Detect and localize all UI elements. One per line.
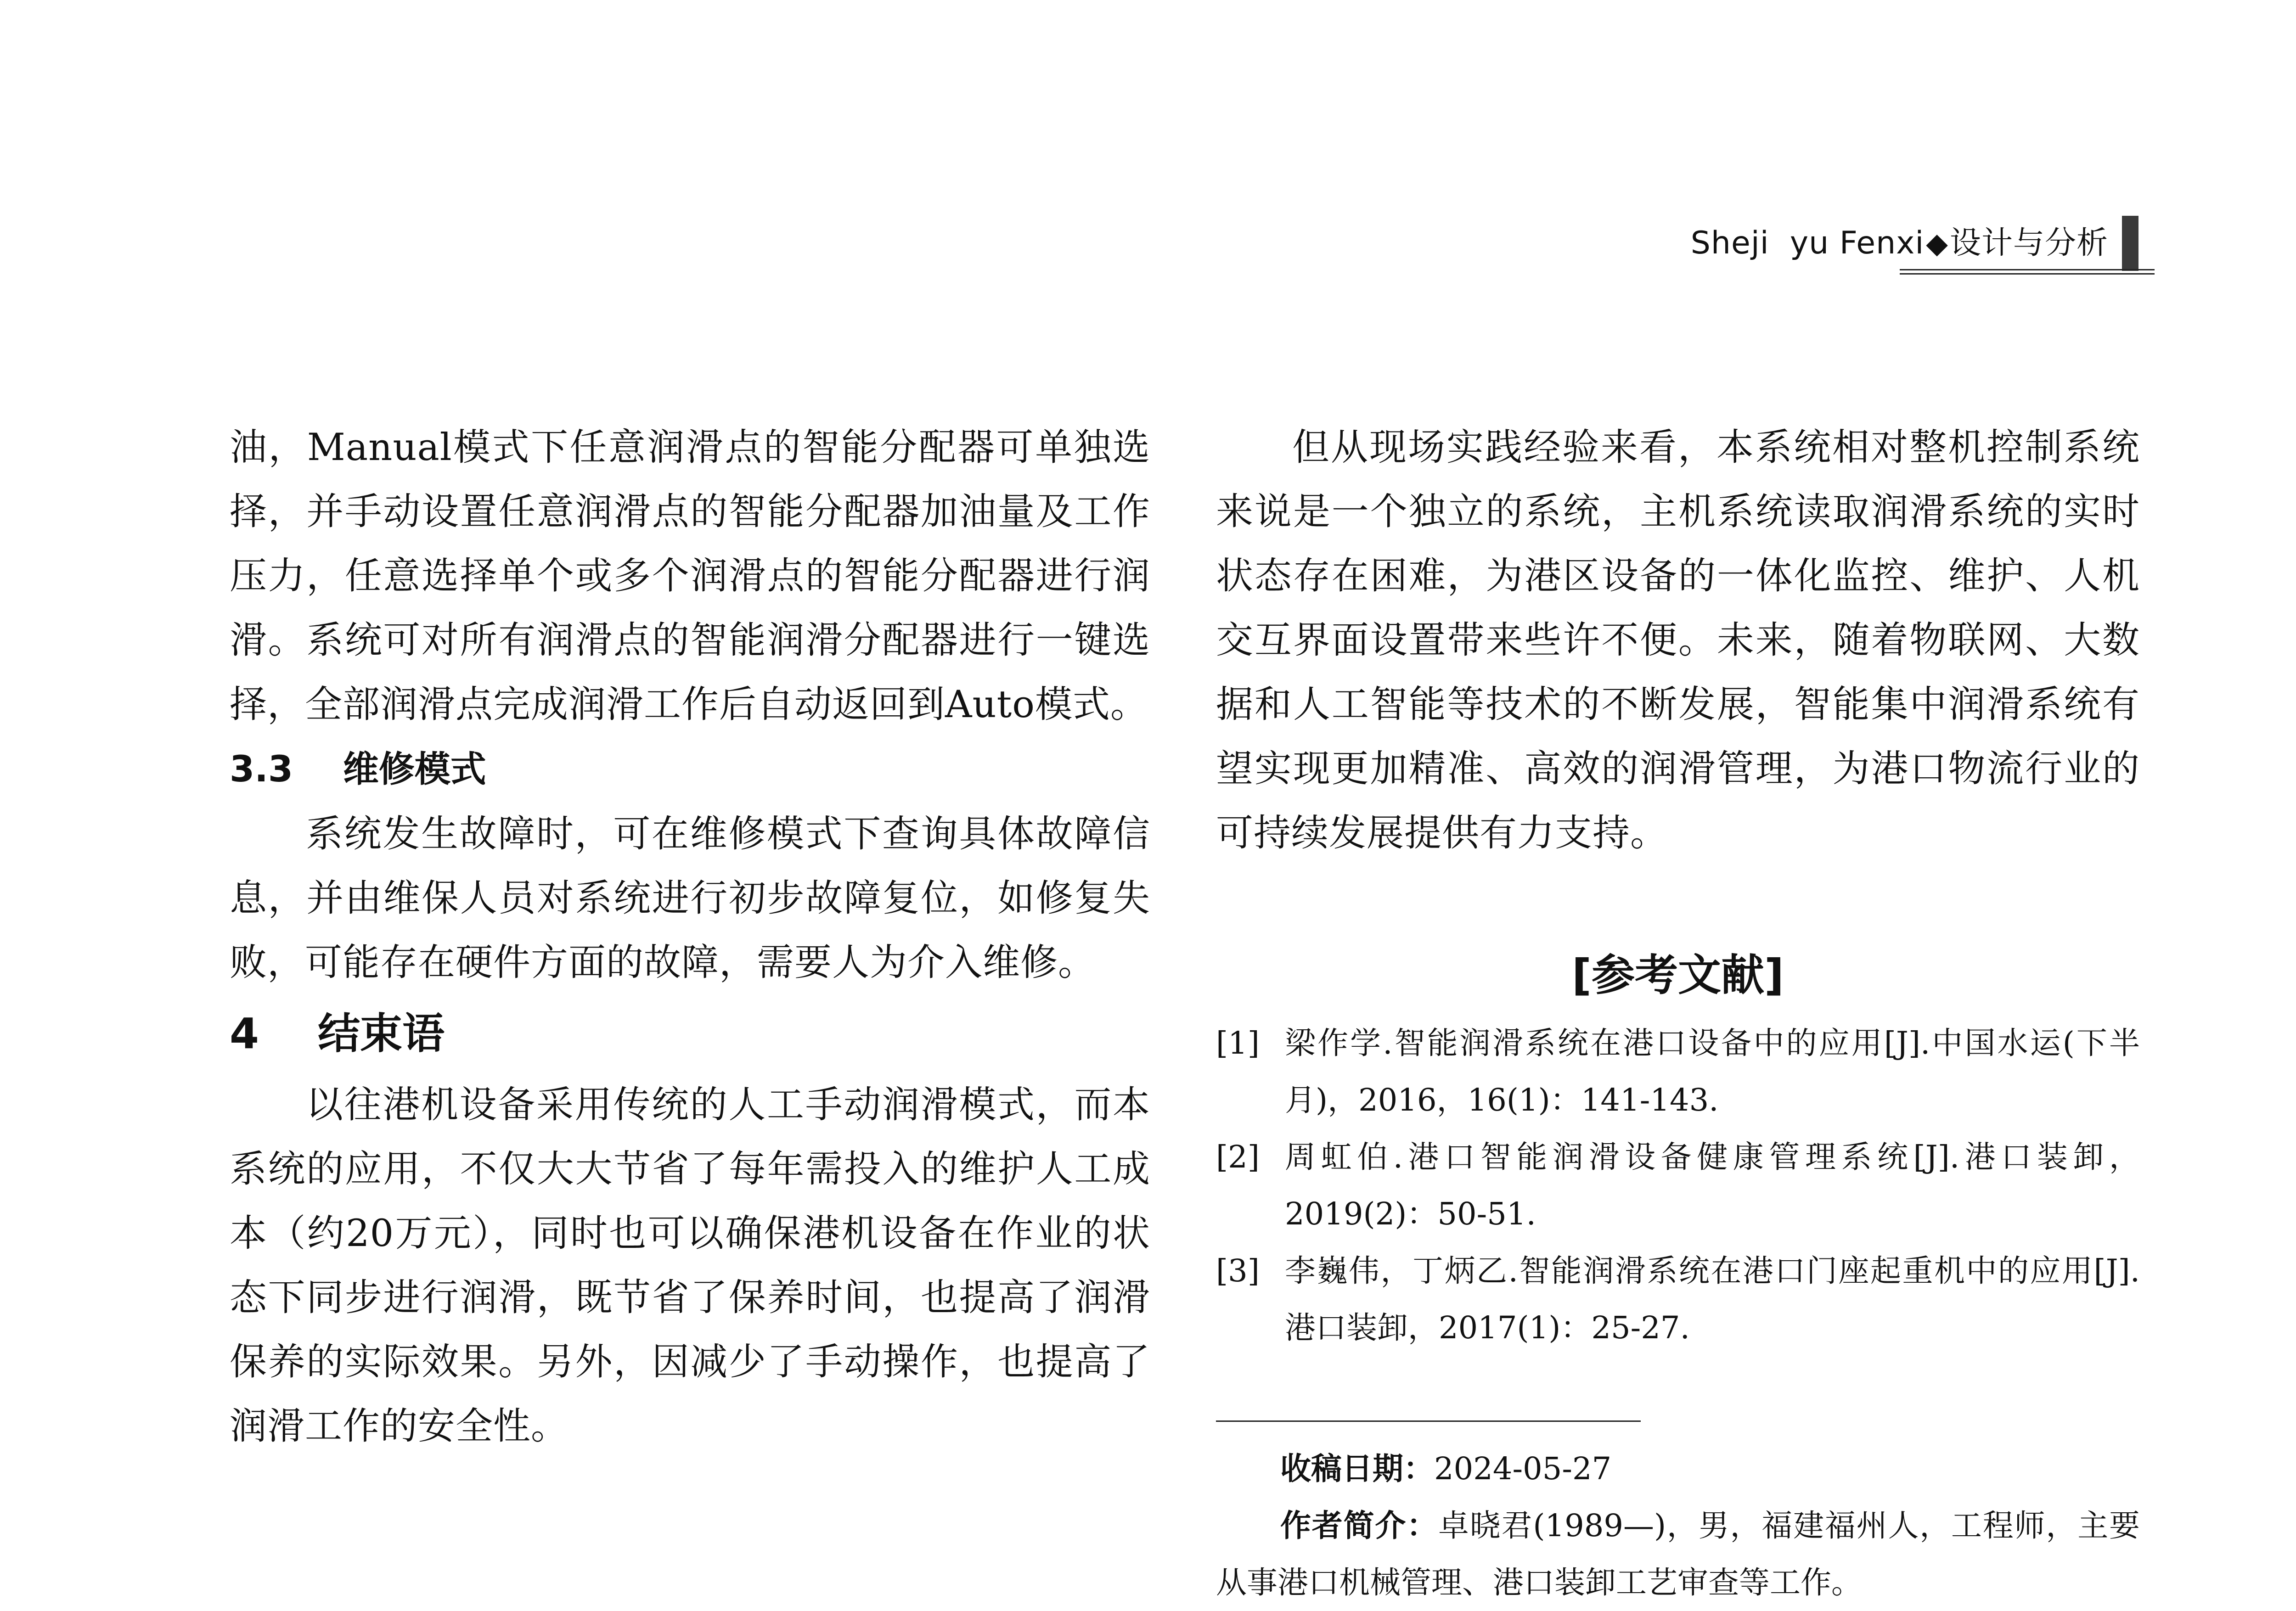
left-column [230,415,1150,1459]
section-heading: 4 结束语 [230,1009,445,1058]
author-bio-note [1216,1497,2140,1611]
received-date: 2024-05-27 [1434,1451,1612,1487]
reference-text: 梁作学.智能润滑系统在港口设备中的应用[J].中国水运(下半月)，2016，16(1)：141-143. [1285,1025,2140,1118]
body-paragraph: 系统发生故障时，可在维修模式下查询具体故障信息，并由维保人员对系统进行初步故障复位，如修复失败，可能存在硬件方面的故障，需要人为介入维修。 [230,813,1150,984]
received-date-note [1216,1440,2140,1497]
body-paragraph: 但从现场实践经验来看，本系统相对整机控制系统来说是一个独立的系统，主机系统读取润滑系统的实时状态存在困难，为港区设备的一体化监控、维护、人机交互界面设置带来些许不便。未来，随着物联网、大数据和人工智能等技术的不断发展，智能集中润滑系统有望实现更加精准、高效的润滑管理，为港口物流行业的可持续发展提供有力支持。 [1216,426,2140,855]
footnote-rule [1216,1420,1641,1422]
reference-item [1216,1015,2140,1128]
reference-text: 李巍伟，丁炳乙.智能润滑系统在港口门座起重机中的应用[J].港口装卸，2017(1)：25-27. [1285,1253,2140,1346]
diamond-separator-icon: ◆ [1926,226,1948,260]
header-marker-bar [2122,216,2138,271]
reference-number: [1] [1216,1025,1260,1061]
header-double-rule [1900,269,2155,275]
body-paragraph: 油，Manual模式下任意润滑点的智能分配器可单独选择，并手动设置任意润滑点的智能分配器加油量及工作压力，任意选择单个或多个润滑点的智能分配器进行润滑。系统可对所有润滑点的智能润滑分配器进行一键选择，全部润滑点完成润滑工作后自动返回到Auto模式。 [230,426,1150,726]
reference-item [1216,1242,2140,1356]
subsection-heading: 3.3 维修模式 [230,749,486,790]
reference-list [1216,1015,2140,1356]
running-header [1691,216,2138,271]
journal-section-title: 设计与分析 [1949,225,2108,261]
author-bio: 卓晓君(1989—)，男，福建福州人，工程师，主要从事港口机械管理、港口装卸工艺审查等工作。 [1216,1508,2140,1600]
right-column [1216,415,2140,1611]
reference-number: [2] [1216,1139,1260,1175]
reference-text: 周虹伯.港口智能润滑设备健康管理系统[J].港口装卸，2019(2)：50-51. [1285,1139,2140,1232]
reference-number: [3] [1216,1253,1260,1289]
body-paragraph: 以往港机设备采用传统的人工手动润滑模式，而本系统的应用，不仅大大节省了每年需投入的维护人工成本（约20万元），同时也可以确保港机设备在作业的状态下同步进行润滑，既节省了保养时间，也提高了润滑保养的实际效果。另外，因减少了手动操作，也提高了润滑工作的安全性。 [230,1083,1150,1448]
journal-section-pinyin: Sheji yu Fenxi [1690,225,1925,261]
references-title: [参考文献] [1572,950,1784,1000]
author-label: 作者简介： [1280,1508,1438,1544]
reference-item [1216,1128,2140,1242]
received-label: 收稿日期： [1280,1451,1434,1487]
